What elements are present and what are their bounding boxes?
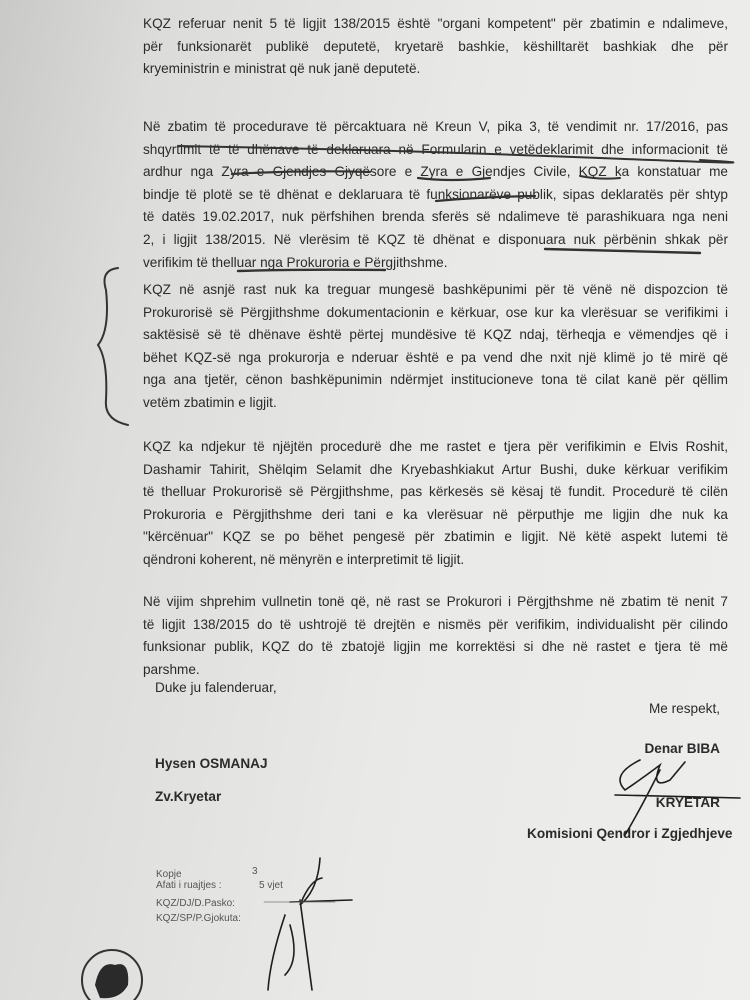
right-signatory-name: Denar BIBA [644, 741, 720, 756]
signature-left [268, 858, 352, 990]
text-line: për funksionarët publikë deputetë, kryetarë bashkie, këshilltarët bashkiak dhe për [143, 38, 728, 54]
text-line: verifikim të thelluar nga Prokuroria e Përgjithshme. [143, 254, 448, 270]
copies-label: Kopje [156, 869, 182, 880]
closing-thanks: Duke ju falenderuar, [155, 680, 277, 695]
text-line: bindje të plotë se të dhënat e deklaruara të funksionarëve publik, sipas deklaratës për shtyp [143, 186, 728, 202]
text-line: shqyrtimit të të dhënave të deklaruara në Formularin e vetëdeklarimit dhe informacionit të [143, 141, 728, 157]
copies-value: 3 [252, 866, 258, 877]
text-line: Dashamir Tahirit, Shëlqim Selamit dhe Kryebashkiakut Artur Bushi, duke kërkuar verifikim [143, 461, 728, 477]
paragraph-5 [143, 591, 728, 681]
left-signatory-name: Hysen OSMANAJ [155, 756, 268, 771]
text-line: të datës 19.02.2017, nuk përfshihen brenda sferës së ndalimeve të parashikuara nga neni [143, 209, 728, 225]
retention-label: Afati i ruajtjes : [156, 880, 222, 891]
paragraph-2 [143, 116, 728, 274]
seal-stamp [82, 950, 142, 1000]
text-line: ardhur nga Zyra e Gjendjes Gjyqësore e Zyra e Gjendjes Civile, KQZ ka konstatuar me [143, 164, 728, 180]
retention-value: 5 vjet [259, 880, 283, 891]
closing-regards: Me respekt, [648, 701, 720, 716]
text-line: Në vijim shprehim vullnetin tonë që, në rast se Prokurori i Përgjthshme në zbatim të nenit 7 [143, 594, 728, 609]
text-line: parshme. [143, 661, 200, 677]
paragraph-4 [143, 436, 728, 572]
text-line: KQZ ka ndjekur të njëjtën procedurë dhe me rastet e tjera për verifikimin e Elvis Roshit, [143, 439, 728, 454]
text-line: qëndroni koherent, në mënyrën e interpretimit të ligjit. [143, 551, 465, 567]
text-line: KQZ në asnjë rast nuk ka treguar mungesë bashkëpunimi për të vënë në dispozcion të [143, 282, 728, 297]
paragraph-3 [143, 279, 728, 415]
text-line: Prokuroria e Përgjithshme deri tani e ka vlerësuar në përputhje me ligjin dhe nuk ka [143, 506, 728, 522]
text-line: bëhet KQZ-së nga prokurorja e nderuar është e pa vend dhe nxit një klimë jo të mirë që [143, 349, 728, 365]
text-line: saktësisë së të dhënave është përtej mundësive të KQZ ndaj, tërheqja e vëmendjes që i [143, 327, 728, 343]
text-line: nga ana tjetër, cënon bashkëpunimin ndërmjet institucioneve tona të cilat kanë për qëllim [143, 372, 728, 388]
text-line: "kërcënuar" KQZ se po bëhet pengesë për zbatimin e ligjit. Në këtë aspekt lutemi të [143, 529, 728, 545]
text-line: funksionar publik, KQZ do të zbatojë ligjin me korrektësi si dhe në rastet e tjera të më [143, 639, 728, 655]
reference-pasko: KQZ/DJ/D.Pasko: [156, 898, 235, 909]
institution-name: Komisioni Qendror i Zgjedhjeve [527, 826, 733, 841]
paragraph-1 [143, 13, 728, 81]
text-line: 2, i ligjit 138/2015. Në vlerësim të KQZ të dhënat e disponuara nuk përbënin shkak për [143, 231, 728, 247]
left-signatory-title: Zv.Kryetar [155, 789, 222, 804]
text-line: Prokurorisë së Përgjithshme dokumentacionin e kërkuar, ose kur ka vlerësuar se verifikimi i [143, 304, 728, 320]
text-line: të thelluar Prokurorisë së Përgjithshme, pas kërkesës së kësaj të fundit. Procedurë të cilën [143, 484, 728, 500]
bracket-mark [98, 268, 128, 425]
text-line: të ligjit 138/2015 do të ushtrojë të drejtën e nismës për verifikim, individualisht për cilindo [143, 616, 728, 632]
text-line: Në zbatim të procedurave të përcaktuara në Kreun V, pika 3, të vendimit nr. 17/2016, pas [143, 119, 728, 134]
text-line: kryeministrin e ministrat që nuk janë deputetë. [143, 61, 421, 77]
right-signatory-title: KRYETAR [655, 795, 720, 810]
text-line: KQZ referuar nenit 5 të ligjit 138/2015 është "organi kompetent" për zbatimin e ndalimeve, [143, 16, 728, 31]
reference-gjokuta: KQZ/SP/P.Gjokuta: [156, 913, 241, 924]
text-line: vetëm zbatimin e ligjit. [143, 394, 277, 410]
